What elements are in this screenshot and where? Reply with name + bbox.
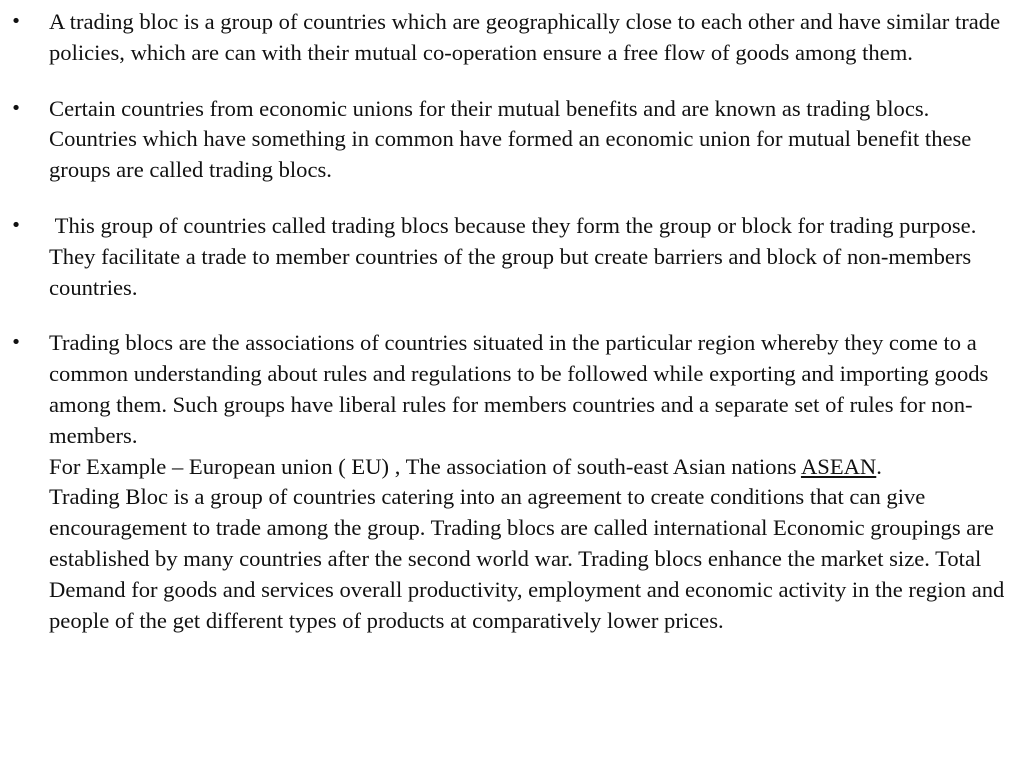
bullet-text: A trading bloc is a group of countries which are geographically close to each other and have similar trade policies, which are can with their mutual co-operation ensure a free flow of goods among them. xyxy=(49,9,1001,65)
example-line xyxy=(49,452,1012,483)
bullet-icon: • xyxy=(10,97,22,119)
bullet-item-1 xyxy=(8,7,1012,69)
bullet-icon: • xyxy=(10,332,22,354)
bullet-icon: • xyxy=(10,214,22,236)
asean-link[interactable]: ASEAN xyxy=(800,453,877,479)
continuation-text: Trading Bloc is a group of countries catering into an agreement to create conditions that can give encouragement to trade among the group. Trading blocs are called international Economic groupings are established by many countries after the second world war. Trading blocs enhance the market size. Total Demand for goods and services overall productivity, employment and economic activity in the region and people of the get different types of products at comparatively lower prices. xyxy=(49,484,1005,633)
bullet-item-2 xyxy=(8,94,1012,186)
bullet-text: Certain countries from economic unions for their mutual benefits and are known as trading blocs. Countries which have something in common have formed an economic union for mutual benefit these groups are called trading blocs. xyxy=(49,95,972,183)
example-prefix: For Example – European union ( EU) , The association of south-east Asian nations xyxy=(49,453,801,479)
bullet-list xyxy=(8,7,1012,636)
bullet-item-4 xyxy=(8,328,1012,636)
bullet-icon: • xyxy=(10,11,22,32)
bullet-text: This group of countries called trading blocs because they form the group or block for trading purpose. They facilitate a trade to member countries of the group but create barriers and block of non-members countries. xyxy=(49,212,982,300)
example-suffix: . xyxy=(876,453,882,479)
bullet-item-3 xyxy=(8,211,1012,303)
bullet-text: Trading blocs are the associations of countries situated in the particular region whereby they come to a common understanding about rules and regulations to be followed while exporting and importing goods among them. Such groups have liberal rules for members countries and a separate set of rules for non-members. xyxy=(49,330,989,448)
